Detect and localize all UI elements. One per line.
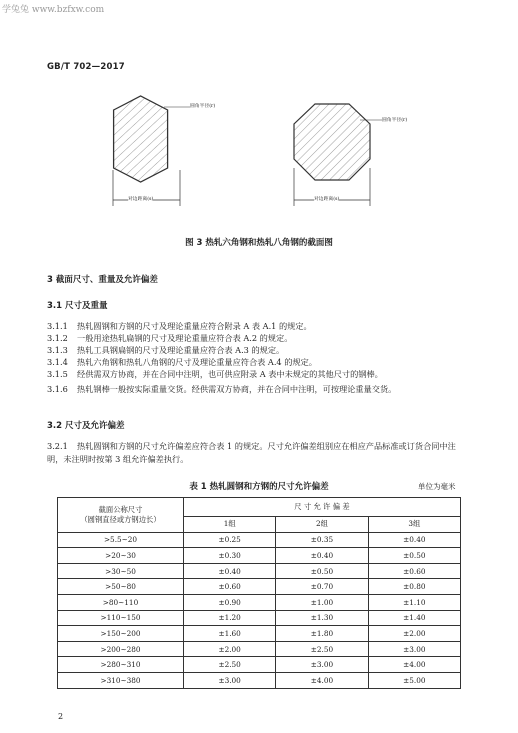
section-3-2-heading: 3.2 尺寸及允许偏差 bbox=[47, 421, 125, 431]
table-header-group-2: 2组 bbox=[276, 517, 368, 533]
hex-width-label: 对边距离(s) bbox=[128, 197, 154, 202]
section-3-heading: 3 截面尺寸、重量及允许偏差 bbox=[47, 275, 158, 285]
table-header-dimension: 截面公称尺寸 （圆钢直径或方钢边长） bbox=[58, 498, 184, 533]
section-3-2-1-paragraph: 3.2.1 热轧圆钢和方钢的尺寸允许偏差应符合表 1 的规定。尺寸允许偏差组别应在相应产品标准或订货合同中注明，未注明时按第 3 组允许偏差执行。 bbox=[47, 441, 456, 464]
watermark: 学兔兔 www.bzfxw.com bbox=[2, 5, 105, 15]
table-header-tolerance: 尺 寸 允 许 偏 差 bbox=[184, 498, 461, 517]
table-row: >310~380 ±3.00 ±4.00 ±5.00 bbox=[58, 672, 461, 688]
table-header-group-1: 1组 bbox=[184, 517, 276, 533]
list-item: 3.1.5 经供需双方协商，并在合同中注明，也可供应附录 A 表中未规定的其他尺寸的钢棒。 bbox=[47, 369, 383, 379]
table-row: >150~200 ±1.60 ±1.80 ±2.00 bbox=[58, 626, 461, 642]
octagon-shape bbox=[294, 104, 370, 180]
table-row: >80~110 ±0.90 ±1.00 ±1.10 bbox=[58, 594, 461, 610]
oct-width-label: 对边距离(s) bbox=[314, 197, 340, 202]
tolerance-table bbox=[57, 497, 461, 689]
table-caption: 表 1 热轧圆钢和方钢的尺寸允许偏差 bbox=[189, 482, 329, 492]
table-row: >110~150 ±1.20 ±1.30 ±1.40 bbox=[58, 610, 461, 626]
table-row: >30~50 ±0.40 ±0.50 ±0.60 bbox=[58, 563, 461, 579]
page-number: 2 bbox=[58, 712, 64, 721]
table-row: >280~310 ±2.50 ±3.00 ±4.00 bbox=[58, 657, 461, 673]
table-row: >50~80 ±0.60 ±0.70 ±0.80 bbox=[58, 579, 461, 595]
table-row: >5.5~20 ±0.25 ±0.35 ±0.40 bbox=[58, 532, 461, 548]
table-unit: 单位为毫米 bbox=[418, 482, 456, 491]
table-row: >200~280 ±2.00 ±2.50 ±3.00 bbox=[58, 641, 461, 657]
list-item: 3.1.3 热轧工具钢扁钢的尺寸及理论重量应符合表 A.3 的规定。 bbox=[47, 345, 285, 355]
list-item: 3.1.6 热轧钢棒一般按实际重量交货。经供需双方协商，并在合同中注明，可按理论重量交货。 bbox=[47, 384, 397, 394]
table-row: >20~30 ±0.30 ±0.40 ±0.50 bbox=[58, 548, 461, 564]
hexagon-section-figure bbox=[0, 0, 518, 230]
figure-caption: 图 3 热轧六角钢和热轧八角钢的截面图 bbox=[185, 238, 333, 248]
list-item: 3.1.1 热轧圆钢和方钢的尺寸及理论重量应符合附录 A 表 A.1 的规定。 bbox=[47, 321, 312, 331]
table-header-group-3: 3组 bbox=[368, 517, 460, 533]
list-item: 3.1.2 一般用途热轧扁钢的尺寸及理论重量应符合表 A.2 的规定。 bbox=[47, 333, 293, 343]
section-3-1-list bbox=[47, 320, 467, 395]
oct-radius-label: 圆角半径(r) bbox=[382, 118, 408, 123]
hexagon-shape bbox=[114, 96, 168, 182]
section-3-1-heading: 3.1 尺寸及重量 bbox=[47, 301, 108, 311]
list-item: 3.1.4 热轧六角钢和热轧八角钢的尺寸及理论重量应符合表 A.4 的规定。 bbox=[47, 357, 317, 367]
hex-radius-label: 圆角半径(r) bbox=[190, 104, 216, 109]
standard-number: GB/T 702—2017 bbox=[47, 62, 125, 72]
